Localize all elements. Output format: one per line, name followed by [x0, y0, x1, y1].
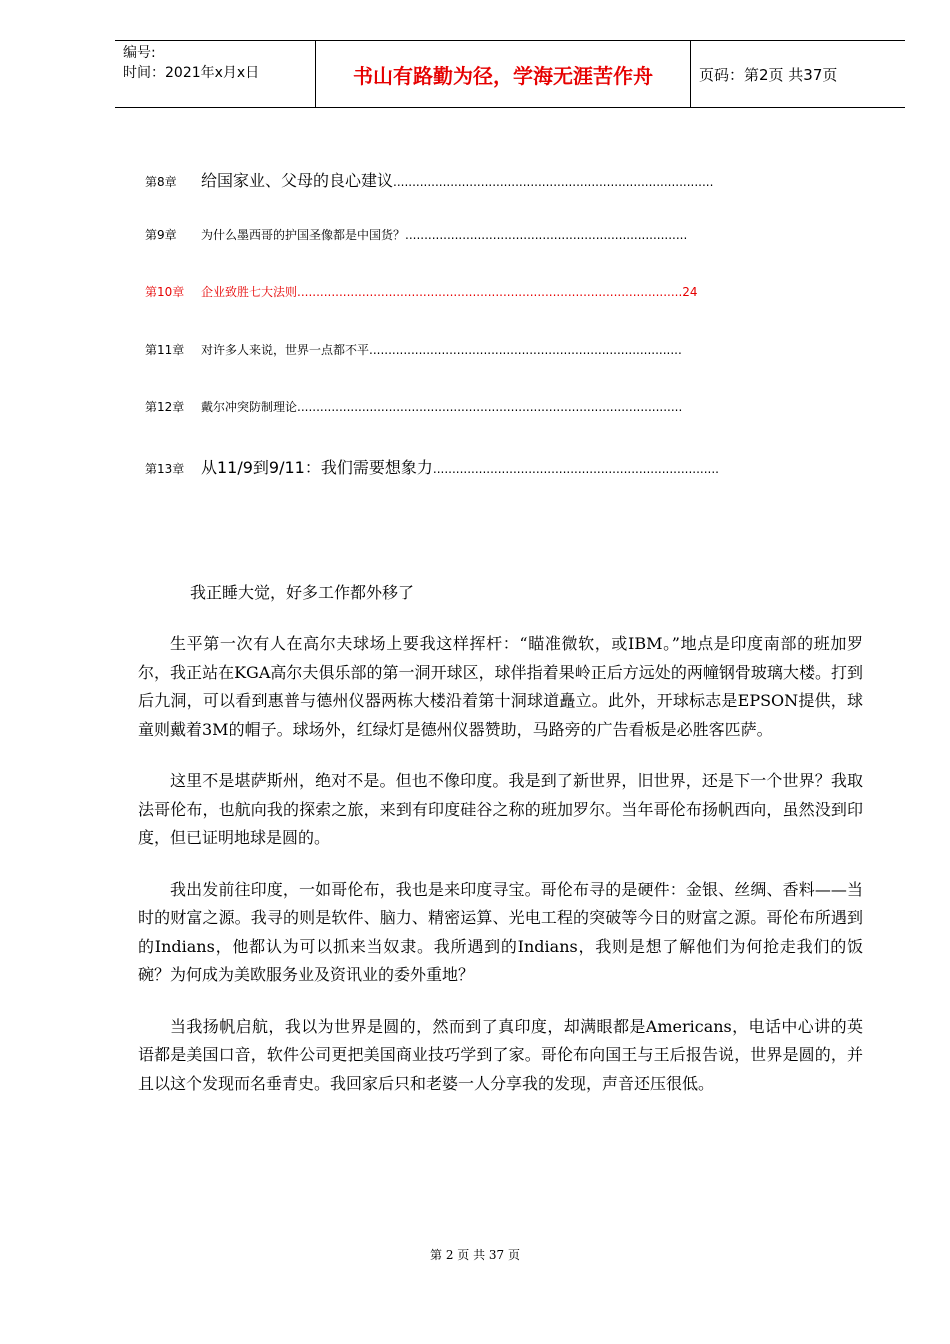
toc-number: 第8章: [145, 175, 177, 189]
toc-entry-11[interactable]: [145, 341, 682, 358]
paragraph: 当我扬帆启航，我以为世界是圆的，然而到了真印度，却满眼都是Americans，电话中心讲的英语都是美国口音，软件公司更把美国商业技巧学到了家。哥伦布向国王与王后报告说，世界是圆的，并且以这个发现而名垂青史。我回家后只和老婆一人分享我的发现，声音还压很低。: [138, 1016, 863, 1093]
toc-entry-9[interactable]: [145, 226, 687, 243]
toc-title: 戴尔冲突防制理论: [201, 400, 298, 414]
paragraph: 我出发前往印度，一如哥伦布，我也是来印度寻宝。哥伦布寻的是硬件：金银、丝绸、香料——当时的财富之源。我寻的则是软件、脑力、精密运算、光电工程的突破等今日的财富之源。哥伦布所遇到的Indians，他都认为可以抓来当奴隶。我所遇到的Indians，我则是想了解他们为何抢走我们的饭碗？为何成为美欧服务业及资讯业的委外重地？: [138, 879, 863, 984]
toc-dots: ..................................................................................: [369, 343, 682, 357]
toc-title: 给国家业、父母的良心建议: [201, 171, 394, 190]
toc-title: 为什么墨西哥的护国圣像都是中国货？: [201, 228, 406, 242]
toc-dots: ...........................................................................: [432, 462, 719, 476]
toc-entry-12[interactable]: [145, 398, 682, 415]
toc-title: 企业致胜七大法则: [201, 285, 298, 299]
toc-dots: ..........................................................................: [405, 228, 688, 242]
article-heading: 我正睡大觉，好多工作都外移了: [190, 583, 415, 602]
page-header: [115, 40, 905, 108]
toc-number: 第11章: [145, 343, 185, 357]
paragraph: 生平第一次有人在高尔夫球场上要我这样挥杆：“瞄准微软，或IBM。”地点是印度南部的班加罗尔，我正站在KGA高尔夫俱乐部的第一洞开球区，球伴指着果岭正后方远处的两幢钢骨玻璃大楼。打到后九洞，可以看到惠普与德州仪器两栋大楼沿着第十洞球道矗立。此外，开球标志是EPSON提供，球童则戴着3M的帽子。球场外，红绿灯是德州仪器赞助，马路旁的广告看板是必胜客匹萨。: [138, 634, 863, 739]
toc-number: 第12章: [145, 400, 185, 414]
time-label: 时间：2021年x月x日: [123, 65, 260, 81]
toc-number: 第9章: [145, 228, 177, 242]
toc-title: 从11/9到9/11：我们需要想象力: [201, 458, 433, 477]
toc-entry-8[interactable]: [145, 168, 713, 191]
header-page-info: 页码：第2页 共37页: [699, 66, 838, 84]
toc-page-number: 24: [682, 285, 698, 299]
paragraph: 这里不是堪萨斯州，绝对不是。但也不像印度。我是到了新世界，旧世界，还是下一个世界？我取法哥伦布，也航向我的探索之旅，来到有印度硅谷之称的班加罗尔。当年哥伦布扬帆西向，虽然没到印度，但已证明地球是圆的。: [138, 771, 863, 847]
toc-dots: ....................................................................................: [393, 175, 714, 189]
toc-title: 对许多人来说，世界一点都不平: [201, 343, 370, 357]
toc-number: 第10章: [145, 285, 185, 299]
page-footer: 第 2 页 共 37 页: [430, 1248, 520, 1262]
article-body: [138, 580, 863, 1121]
header-meta: [123, 43, 259, 83]
toc-number: 第13章: [145, 462, 185, 476]
toc-dots: .....................................................................................................: [297, 285, 683, 299]
toc-entry-13[interactable]: [145, 455, 719, 478]
toc-entry-10[interactable]: [145, 283, 698, 300]
toc-dots: .....................................................................................................: [297, 400, 683, 414]
number-label: 编号:: [123, 45, 156, 61]
header-motto: 书山有路勤为径，学海无涯苦作舟: [315, 41, 691, 107]
